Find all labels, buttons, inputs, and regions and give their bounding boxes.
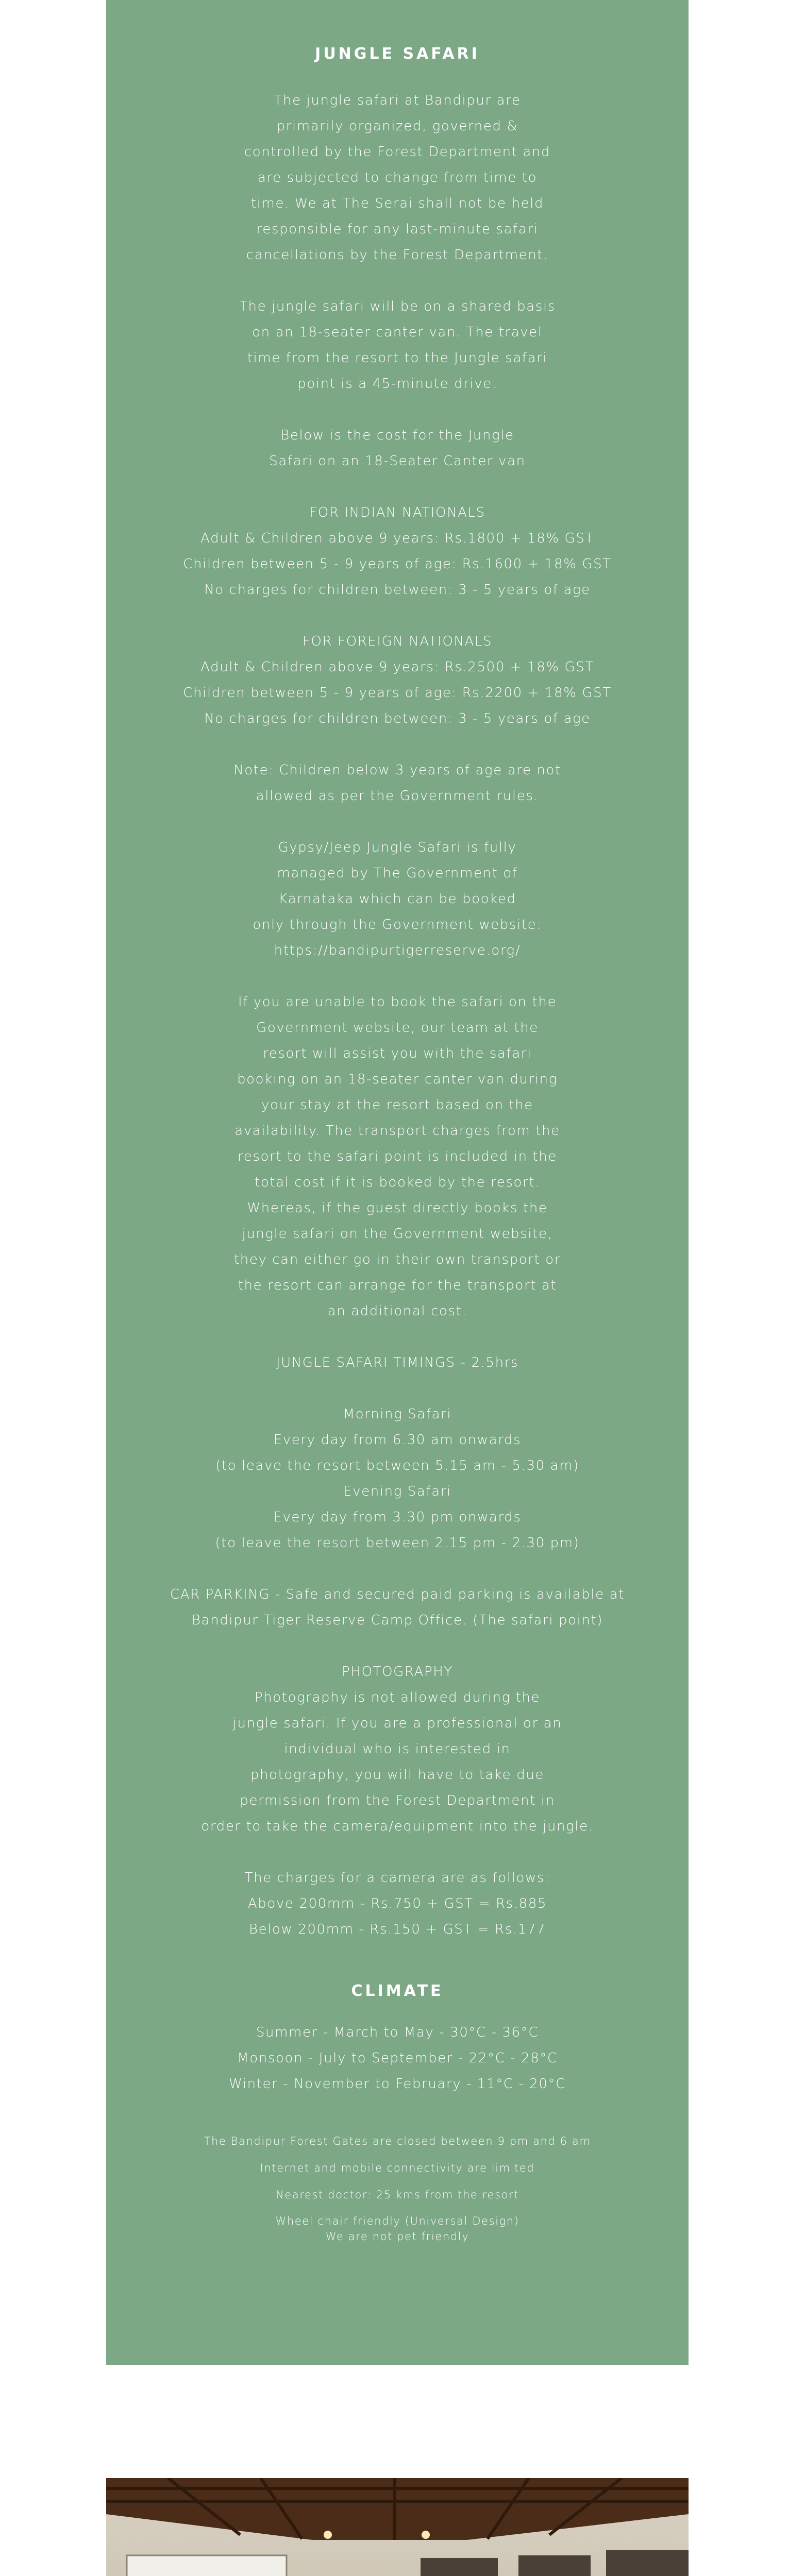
safari-intro: The jungle safari at Bandipur are primarily organized, governed & controlled by the Forest Department and are subjected to change from time to time. We at The Serai shall not be held responsible for any last-minute safari cancellations by the Forest Department. [244, 93, 551, 263]
gypsy-safari-info: Gypsy/Jeep Jungle Safari is fully managed by The Government of Karnataka which can be booked only through the Government website: https://bandipurtigerreserve.org/ [106, 835, 689, 963]
jungle-safari-content [106, 0, 689, 2244]
jungle-safari-panel [106, 0, 689, 2365]
camera-charges: The charges for a camera are as follows: Above 200mm - Rs.750 + GST = Rs.885 Below 200mm - Rs.150 + GST = Rs.177 [244, 1870, 550, 1937]
climate-title: CLIMATE [351, 1982, 444, 2000]
jungle-safari-title: JUNGLE SAFARI [315, 45, 480, 63]
car-parking-info: CAR PARKING - Safe and secured paid parking is available at Bandipur Tiger Reserve Camp Office. (The safari point) [170, 1587, 625, 1628]
conference-room-photo [106, 2478, 689, 2576]
resort-notes: The Bandipur Forest Gates are closed between 9 pm and 6 am Internet and mobile connectivity are limited Nearest doctor: 25 kms from the resort Wheel chair friendly (Universal Design) We are not pet friendly [204, 2135, 591, 2243]
photography-info: PHOTOGRAPHY Photography is not allowed during the jungle safari. If you are a professional or an individual who is interested in photography, you will have to take due permission from the Forest Department in order to take the camera/equipment into the jungle. [201, 1664, 594, 1834]
safari-cost-intro: Below is the cost for the Jungle Safari on an 18-Seater Canter van [269, 428, 526, 469]
foreign-nationals-pricing: FOR FOREIGN NATIONALS Adult & Children above 9 years: Rs.2500 + 18% GST Children between 5 - 9 years of age: Rs.2200 + 18% GST No charges for children between: 3 - 5 years of age [183, 634, 612, 726]
children-note: Note: Children below 3 years of age are not allowed as per the Government rules. [233, 762, 561, 804]
safari-shared-basis: The jungle safari will be on a shared basis on an 18-seater canter van. The travel time from the resort to the Jungle safari point is a 45-minute drive. [239, 299, 556, 392]
booking-assistance: If you are unable to book the safari on the Government website, our team at the resort will assist you with the safari booking on an 18-seater canter van during your stay at the resort based on the availability. The transport charges from the resort to the safari point is included in the total cost if it is booked by the resort. Whereas, if the guest directly books the jungle safari on the Government website, they can either go in their own transport or the resort can arrange for the transport at an additional cost. [233, 994, 561, 1319]
safari-timings-title: JUNGLE SAFARI TIMINGS - 2.5hrs [276, 1355, 519, 1370]
indian-nationals-pricing: FOR INDIAN NATIONALS Adult & Children above 9 years: Rs.1800 + 18% GST Children between 5 - 9 years of age: Rs.1600 + 18% GST No charges for children between: 3 - 5 years of age [183, 505, 612, 598]
bandipur-website-link[interactable]: https://bandipurtigerreserve.org/ [274, 943, 521, 958]
safari-timings: Morning Safari Every day from 6.30 am onwards (to leave the resort between 5.15 am - 5.30 am) Evening Safari Every day from 3.30 pm onwards (to leave the resort between 2.15 pm - 2.30 pm) [215, 1406, 580, 1551]
climate-seasons: Summer - March to May - 30°C - 36°C Monsoon - July to September - 22°C - 28°C Winter - November to February - 11°C - 20°C [229, 2025, 566, 2092]
